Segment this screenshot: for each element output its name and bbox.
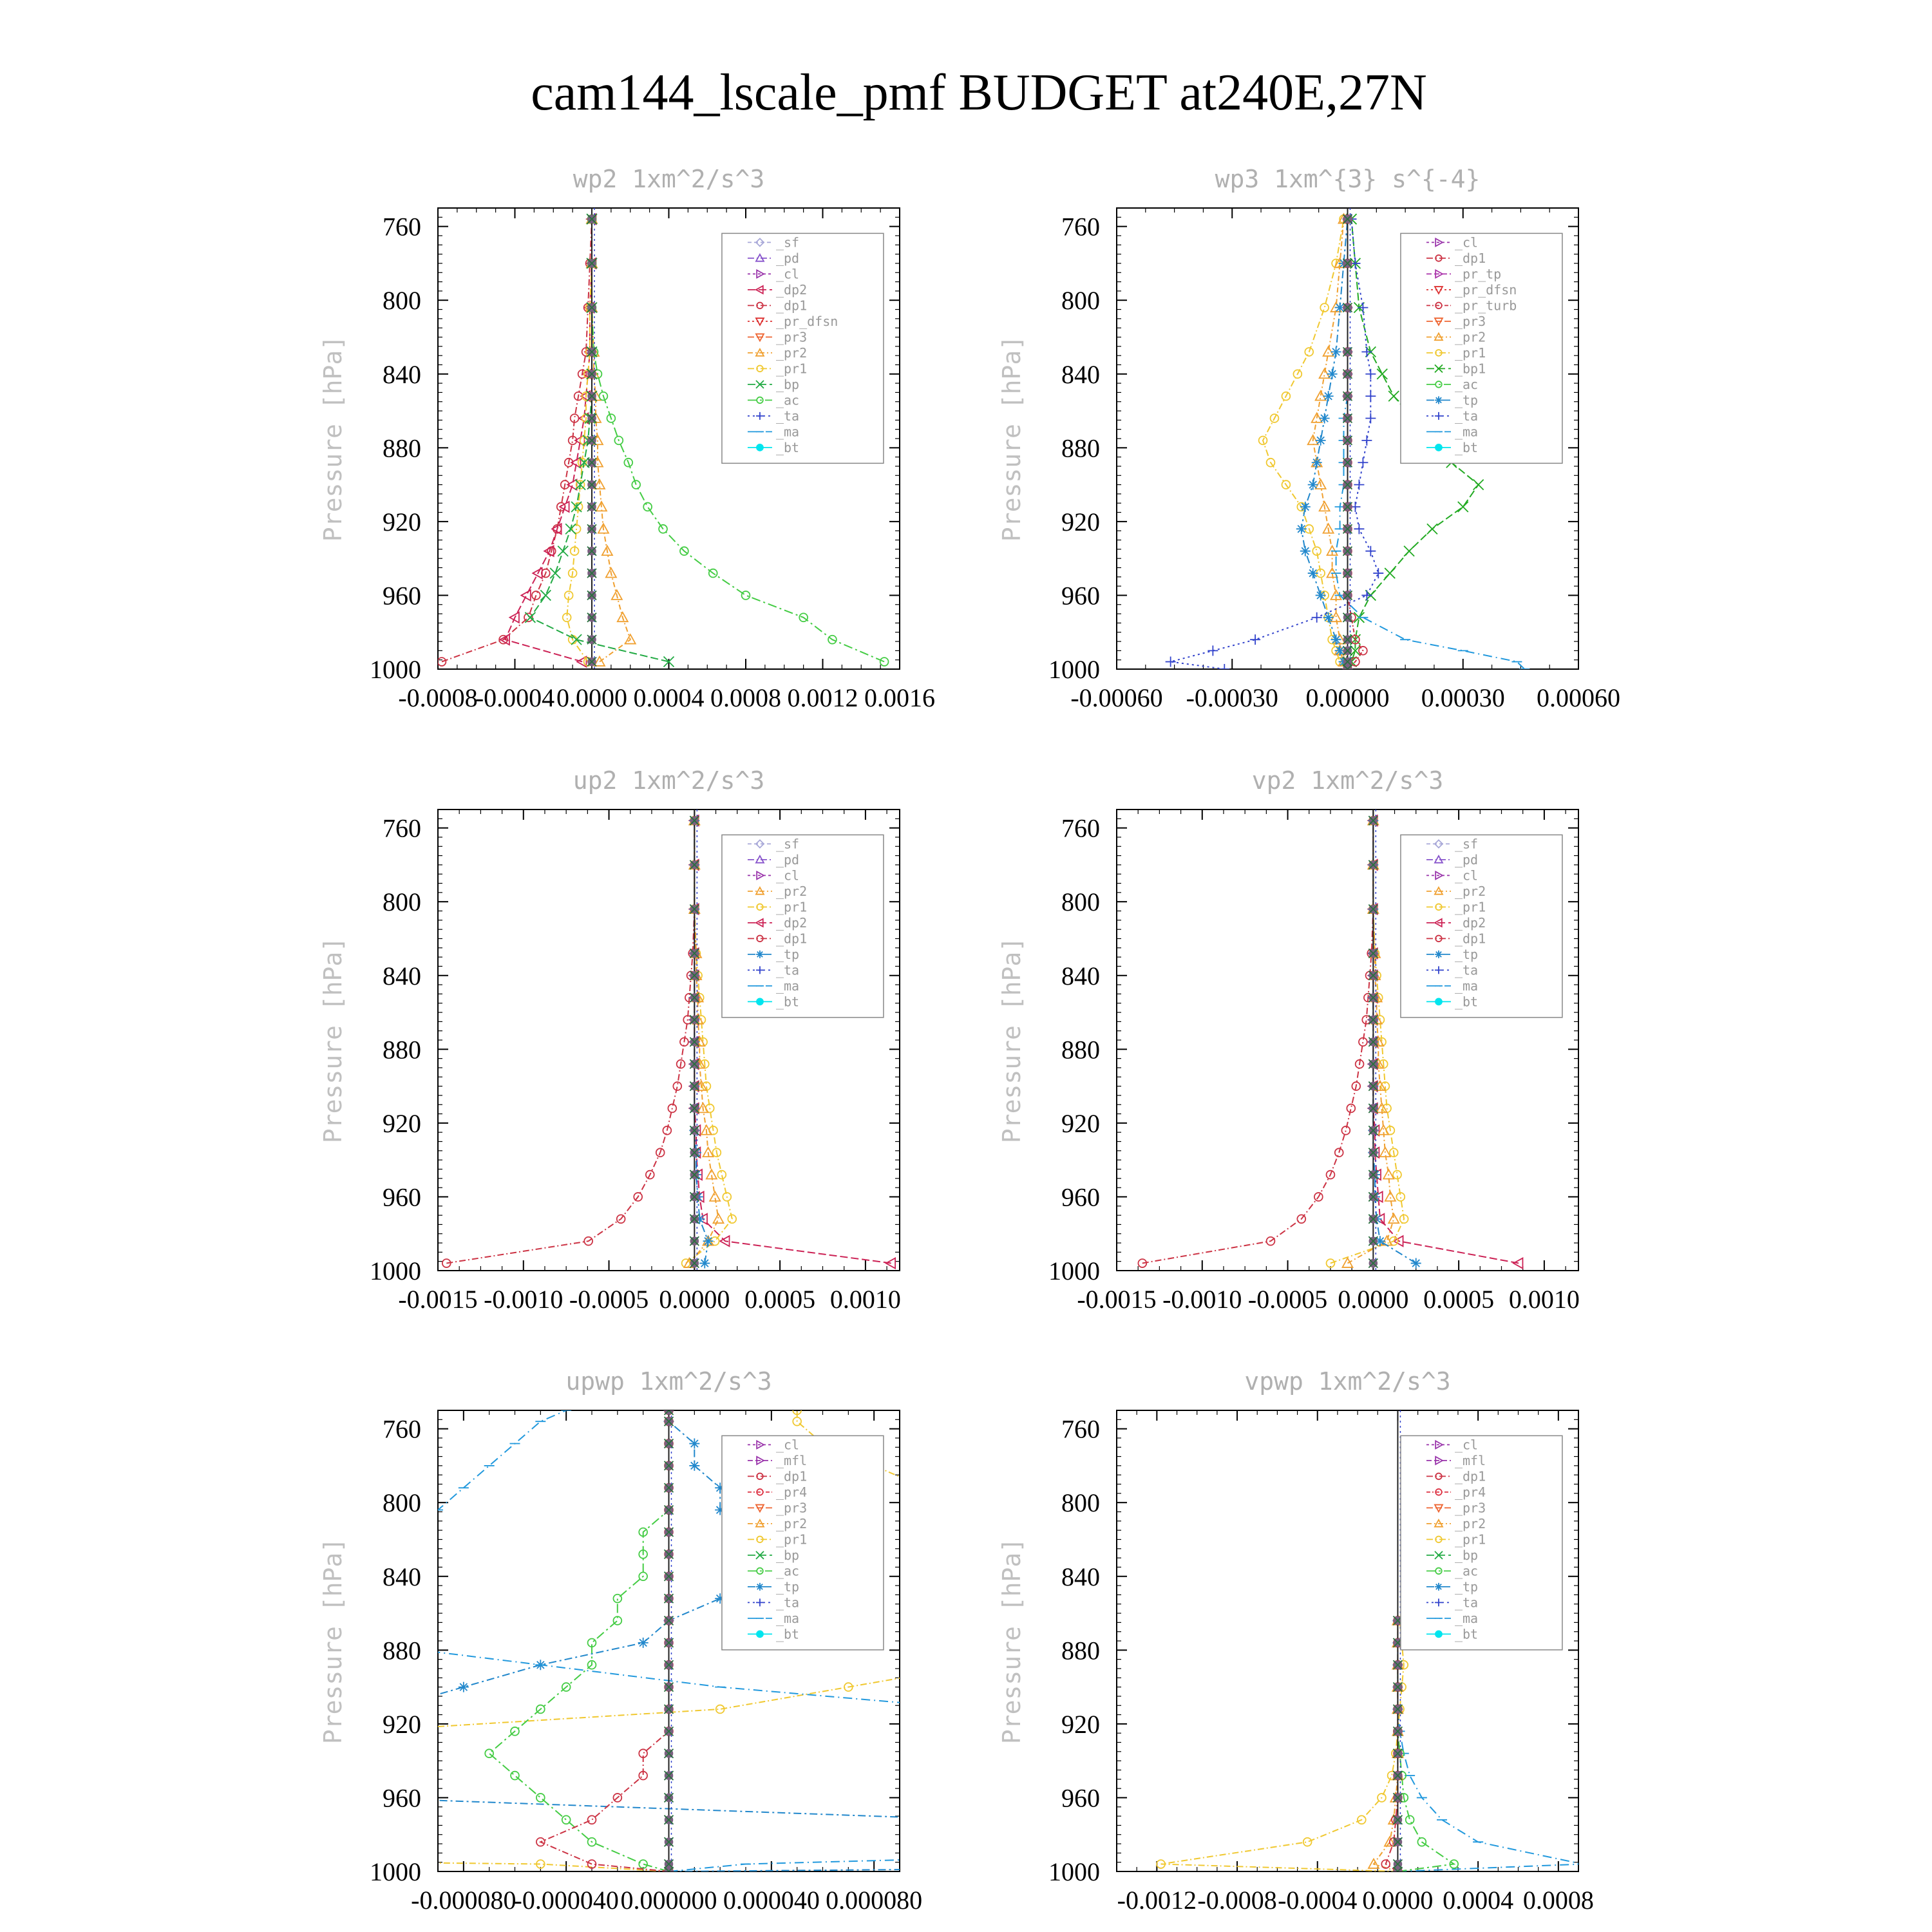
- data-point-tp: [689, 1439, 699, 1449]
- legend-label: _pr4: [1454, 1484, 1486, 1500]
- legend-label: _bp: [1454, 1547, 1479, 1563]
- data-point-tp: [972, 1815, 982, 1825]
- x-tick-label: 0.0008: [710, 683, 781, 712]
- series-line-dp2: [506, 219, 592, 661]
- data-point-tp: [1316, 435, 1326, 446]
- legend-marker: [1435, 951, 1443, 958]
- x-tick-label: -0.0005: [1247, 1285, 1328, 1314]
- data-point-pr1: [1320, 303, 1329, 312]
- legend-label: _pr_turb: [1454, 298, 1517, 314]
- legend: [722, 233, 884, 463]
- data-point-pr1: [1126, 1550, 1135, 1558]
- data-point-ac: [485, 1749, 493, 1757]
- data-point-tp: [638, 1638, 649, 1648]
- y-tick-label: 800: [383, 286, 421, 316]
- chart-panel-6: [998, 1367, 1594, 1915]
- data-point-pr1: [1024, 1528, 1032, 1537]
- y-tick-label: 920: [1061, 1108, 1100, 1138]
- legend-label: _pr1: [775, 1531, 808, 1548]
- legend-label: _ta: [775, 408, 800, 424]
- legend-label: _ac: [775, 1563, 800, 1579]
- y-tick-label: 840: [383, 1562, 421, 1591]
- legend-label: _dp2: [775, 281, 808, 298]
- legend-label: _pr_dfsn: [1454, 281, 1517, 298]
- legend-label: _ta: [775, 1595, 800, 1611]
- data-point-tp: [253, 1726, 263, 1736]
- chart-panel-4: [998, 766, 1580, 1314]
- data-point-tp: [1296, 524, 1307, 534]
- x-tick-label: -0.0015: [398, 1285, 478, 1314]
- legend-label: _ma: [775, 424, 800, 440]
- x-tick-label: 0.0010: [829, 1285, 901, 1314]
- y-tick-label: 760: [383, 212, 421, 242]
- legend-label: _cl: [1454, 234, 1479, 251]
- y-tick-label: 840: [1061, 1562, 1100, 1591]
- legend: [722, 835, 884, 1018]
- data-point-ta: [1250, 634, 1260, 645]
- legend-label: _pr_dfsn: [775, 313, 838, 329]
- legend-label: _pr_tp: [1454, 266, 1502, 282]
- legend-label: _mfl: [1454, 1452, 1486, 1468]
- x-tick-label: 0.0016: [864, 683, 935, 712]
- y-tick-label: 960: [1061, 1783, 1100, 1813]
- x-tick-label: 0.000000: [620, 1886, 717, 1915]
- y-tick-label: 840: [1061, 359, 1100, 389]
- y-tick-label: 840: [383, 359, 421, 389]
- legend-label: _bt: [1454, 1626, 1479, 1642]
- legend-label: _tp: [1454, 1578, 1479, 1595]
- y-tick-label: 1000: [1048, 1256, 1100, 1285]
- y-tick-label: 920: [1061, 507, 1100, 536]
- panel-title: wp2 1xm^2/s^3: [573, 165, 765, 193]
- data-point-ta: [1373, 568, 1383, 578]
- panels: [0, 165, 1932, 1915]
- legend-label: _tp: [1454, 946, 1479, 962]
- legend-label: _dp2: [1454, 914, 1486, 931]
- y-tick-label: 880: [383, 1636, 421, 1665]
- series-line-ac: [1397, 1621, 1454, 1872]
- y-tick-label: 800: [383, 1488, 421, 1518]
- legend-label: _pr3: [775, 329, 808, 345]
- data-point-ta: [1354, 524, 1364, 534]
- legend-label: _mfl: [775, 1452, 808, 1468]
- data-point-bp1: [1473, 480, 1484, 490]
- data-point-tp: [689, 1461, 699, 1471]
- legend-label: _bp: [775, 1547, 800, 1563]
- x-tick-label: 0.000080: [826, 1886, 923, 1915]
- series-line-bp: [530, 219, 668, 661]
- data-point-tp: [459, 1682, 469, 1692]
- chart-panel-3: [319, 766, 901, 1314]
- x-tick-label: 0.0000: [556, 683, 627, 712]
- y-tick-label: 920: [383, 1108, 421, 1138]
- legend-label: _tp: [1454, 392, 1479, 408]
- data-point-ta: [1365, 369, 1376, 379]
- legend-label: _sf: [775, 234, 800, 251]
- legend-label: _ta: [1454, 962, 1479, 978]
- legend-label: _ac: [1454, 376, 1479, 392]
- y-tick-label: 1000: [370, 1256, 421, 1285]
- data-point-tp: [1308, 480, 1318, 490]
- data-point-pr1: [357, 1727, 365, 1736]
- legend-label: _bt: [775, 1626, 800, 1642]
- legend-label: _cl: [1454, 1437, 1479, 1453]
- legend-label: _tp: [775, 946, 800, 962]
- y-tick-label: 1000: [370, 655, 421, 684]
- legend-label: _pd: [775, 851, 800, 867]
- data-point-pr1: [1303, 1838, 1312, 1846]
- data-point-ac: [613, 1595, 621, 1603]
- y-axis-label: Pressure [hPa]: [998, 936, 1026, 1144]
- data-point-bp: [540, 590, 551, 600]
- y-tick-label: 840: [1061, 961, 1100, 990]
- x-tick-label: -0.0015: [1077, 1285, 1157, 1314]
- y-axis-label: Pressure [hPa]: [319, 936, 347, 1144]
- x-tick-label: 0.0005: [744, 1285, 816, 1314]
- data-point-ta: [1219, 664, 1229, 674]
- legend-label: _pr2: [1454, 1515, 1486, 1531]
- series-line-dp1: [446, 820, 694, 1263]
- legend-marker: [1435, 998, 1443, 1005]
- data-point-ta: [1365, 413, 1376, 423]
- y-tick-label: 920: [383, 1709, 421, 1739]
- data-point-tp: [1300, 546, 1311, 556]
- data-point-bp1: [1385, 568, 1395, 578]
- chart-panel-1: [319, 165, 935, 712]
- legend-label: _bt: [775, 439, 800, 455]
- data-point-tp: [356, 1792, 366, 1803]
- series-line-pr2: [592, 219, 630, 661]
- y-tick-label: 800: [383, 887, 421, 917]
- data-point-ac: [742, 591, 750, 600]
- y-tick-label: 760: [1061, 1414, 1100, 1444]
- data-point-tp: [1411, 1258, 1421, 1269]
- legend-marker: [1435, 1631, 1443, 1638]
- y-tick-label: 760: [1061, 813, 1100, 843]
- x-tick-label: 0.0005: [1423, 1285, 1495, 1314]
- y-tick-label: 880: [1061, 433, 1100, 463]
- data-point-ac: [643, 503, 652, 511]
- legend-label: _bt: [1454, 994, 1479, 1010]
- legend-label: _tp: [775, 1578, 800, 1595]
- data-point-pr1: [921, 1484, 929, 1492]
- legend-label: _cl: [1454, 867, 1479, 884]
- data-point-tp: [1327, 369, 1338, 379]
- legend-label: _dp1: [1454, 250, 1486, 266]
- data-point-ta: [1365, 391, 1376, 401]
- data-point-pr2: [714, 1214, 724, 1223]
- x-tick-label: 0.00060: [1537, 683, 1620, 712]
- data-point-ac: [1406, 1815, 1414, 1824]
- data-point-tp: [1323, 391, 1334, 401]
- legend-label: _bt: [775, 994, 800, 1010]
- x-tick-label: 0.0000: [1338, 1285, 1409, 1314]
- y-axis-label: Pressure [hPa]: [319, 1537, 347, 1745]
- legend-label: _ma: [1454, 978, 1479, 994]
- legend-label: _pr2: [775, 345, 808, 361]
- legend-label: _pr2: [1454, 883, 1486, 899]
- data-point-ac: [562, 1815, 571, 1824]
- series-line-pr1: [1263, 219, 1348, 669]
- x-tick-label: 0.0012: [787, 683, 858, 712]
- legend-label: _sf: [775, 836, 800, 852]
- data-point-ac: [536, 1794, 545, 1802]
- legend-label: _pd: [775, 250, 800, 266]
- y-tick-label: 880: [1061, 1636, 1100, 1665]
- legend-label: _ta: [1454, 1595, 1479, 1611]
- legend-label: _dp2: [775, 914, 808, 931]
- y-tick-label: 800: [1061, 1488, 1100, 1518]
- legend-label: _pr2: [1454, 329, 1486, 345]
- y-tick-label: 840: [383, 961, 421, 990]
- series-line-dp1: [1142, 820, 1374, 1263]
- legend-label: _pr1: [775, 899, 808, 915]
- legend: [722, 1435, 884, 1650]
- legend-label: _pd: [1454, 851, 1479, 867]
- x-tick-label: -0.0010: [1162, 1285, 1242, 1314]
- panel-title: wp3 1xm^{3} s^{-4}: [1215, 165, 1481, 193]
- legend-label: _ac: [775, 392, 800, 408]
- x-tick-label: -0.000080: [411, 1886, 516, 1915]
- legend-label: _ma: [1454, 1610, 1479, 1626]
- x-tick-label: -0.00030: [1186, 683, 1278, 712]
- legend-label: _pr2: [775, 883, 808, 899]
- data-point-dp1: [588, 1815, 596, 1824]
- y-tick-label: 760: [1061, 212, 1100, 242]
- legend: [1401, 233, 1562, 463]
- legend-marker: [1435, 1583, 1443, 1591]
- legend-label: _bp: [775, 376, 800, 392]
- legend-label: _pr1: [1454, 345, 1486, 361]
- series-line-dp1: [540, 1410, 668, 1871]
- data-point-pr1: [1229, 1638, 1237, 1647]
- data-point-pr1: [947, 1506, 955, 1514]
- data-point-ac: [511, 1772, 519, 1780]
- figure-title: cam144_lscale_pmf BUDGET at240E,27N: [531, 64, 1427, 121]
- data-point-ta: [1354, 480, 1364, 490]
- chart-panel-2: [998, 165, 1620, 712]
- legend-label: _dp1: [775, 298, 808, 314]
- x-tick-label: -0.0010: [484, 1285, 564, 1314]
- data-point-ta: [1361, 346, 1372, 357]
- data-point-tp: [699, 1258, 710, 1269]
- data-point-ta: [1208, 645, 1218, 656]
- data-point-bp1: [1404, 546, 1414, 556]
- legend-label: _pr2: [775, 1515, 808, 1531]
- x-tick-label: -0.000040: [513, 1886, 619, 1915]
- x-tick-label: 0.00030: [1421, 683, 1505, 712]
- data-point-ta: [1361, 590, 1372, 600]
- data-point-bp1: [1377, 369, 1387, 379]
- data-point-tp: [703, 1236, 714, 1246]
- plot-area: [0, 1405, 1932, 1877]
- series-line-pr2: [1374, 1621, 1397, 1872]
- y-axis-label: Pressure [hPa]: [998, 335, 1026, 542]
- x-tick-label: 0.0000: [659, 1285, 730, 1314]
- data-point-pr1: [1332, 1595, 1340, 1603]
- data-point-ta: [1312, 612, 1322, 623]
- data-point-bp: [558, 546, 568, 556]
- y-tick-label: 920: [1061, 1709, 1100, 1739]
- y-tick-label: 960: [383, 581, 421, 611]
- y-tick-label: 760: [383, 813, 421, 843]
- legend-label: _cl: [775, 867, 800, 884]
- data-point-pr1: [1306, 1616, 1314, 1625]
- x-tick-label: 0.0004: [633, 683, 705, 712]
- data-point-dp2: [521, 590, 530, 600]
- x-tick-label: -0.0004: [475, 683, 555, 712]
- legend-label: _ta: [775, 962, 800, 978]
- data-point-ac: [880, 658, 889, 666]
- legend-label: _pr4: [775, 1484, 808, 1500]
- x-tick-label: -0.0004: [1278, 1886, 1358, 1915]
- legend-label: _pr1: [1454, 899, 1486, 915]
- data-point-tp: [1312, 457, 1322, 468]
- legend-label: _pr1: [1454, 1531, 1486, 1548]
- y-tick-label: 920: [383, 507, 421, 536]
- legend-label: _sf: [1454, 836, 1479, 852]
- x-tick-label: 0.00000: [1305, 683, 1390, 712]
- legend-marker: [757, 1631, 764, 1638]
- series-line-pr1: [1161, 1621, 1404, 1872]
- data-point-ta: [1365, 546, 1376, 556]
- legend-label: _ma: [1454, 424, 1479, 440]
- x-tick-label: 0.0008: [1522, 1886, 1594, 1915]
- data-point-tp: [1308, 568, 1318, 578]
- y-tick-label: 800: [1061, 286, 1100, 316]
- legend-label: _dp1: [775, 931, 808, 947]
- data-point-pr1: [972, 1661, 981, 1669]
- legend-label: _ac: [1454, 1563, 1479, 1579]
- legend-label: _dp1: [1454, 1468, 1486, 1484]
- data-point-tp: [73, 1770, 84, 1781]
- data-point-bp: [550, 568, 560, 578]
- y-tick-label: 1000: [1048, 1857, 1100, 1886]
- legend-marker: [757, 998, 764, 1005]
- y-axis-label: Pressure [hPa]: [319, 335, 347, 542]
- legend-label: _ma: [775, 978, 800, 994]
- data-point-bp1: [1388, 391, 1399, 401]
- x-tick-label: -0.0012: [1117, 1886, 1197, 1915]
- legend-label: _pr3: [1454, 313, 1486, 329]
- y-tick-label: 880: [383, 1035, 421, 1065]
- panel-title: up2 1xm^2/s^3: [573, 766, 765, 795]
- legend-marker: [1435, 444, 1443, 451]
- panel-title: vp2 1xm^2/s^3: [1251, 766, 1444, 795]
- y-tick-label: 880: [383, 433, 421, 463]
- y-tick-label: 960: [383, 1182, 421, 1212]
- x-tick-label: -0.0008: [398, 683, 478, 712]
- data-point-pr1: [1280, 1572, 1289, 1580]
- y-axis-label: Pressure [hPa]: [998, 1537, 1026, 1745]
- panel-title: vpwp 1xm^2/s^3: [1244, 1367, 1451, 1396]
- y-tick-label: 1000: [370, 1857, 421, 1886]
- x-tick-label: 0.0004: [1443, 1886, 1514, 1915]
- y-tick-label: 960: [1061, 581, 1100, 611]
- series-line-dp1: [442, 219, 592, 661]
- y-tick-label: 880: [1061, 1035, 1100, 1065]
- x-tick-label: 0.0010: [1508, 1285, 1580, 1314]
- series-line-ma: [182, 1410, 1932, 1871]
- legend-label: _cl: [775, 266, 800, 282]
- legend-marker: [756, 951, 764, 958]
- legend-label: _bt: [1454, 439, 1479, 455]
- panel-title: upwp 1xm^2/s^3: [565, 1367, 772, 1396]
- data-point-bp: [565, 524, 576, 534]
- x-tick-label: -0.0008: [1197, 1886, 1277, 1915]
- series-line-ma: [1397, 1621, 1582, 1872]
- legend-marker: [757, 444, 764, 451]
- chart-panel-5: [0, 1367, 1932, 1915]
- legend-label: _dp1: [775, 1468, 808, 1484]
- legend-marker: [756, 1583, 764, 1591]
- legend-marker: [1435, 396, 1443, 404]
- y-tick-label: 960: [1061, 1182, 1100, 1212]
- legend-label: _ma: [775, 1610, 800, 1626]
- x-tick-label: 0.0000: [1362, 1886, 1434, 1915]
- data-point-bp1: [1427, 524, 1437, 534]
- x-tick-label: 0.000040: [723, 1886, 820, 1915]
- data-point-tp: [1323, 612, 1334, 623]
- legend-label: _bp1: [1454, 361, 1486, 377]
- legend: [1401, 1435, 1562, 1650]
- data-point-dp1: [438, 658, 446, 666]
- data-point-tp: [1300, 502, 1311, 512]
- y-tick-label: 1000: [1048, 655, 1100, 684]
- x-tick-label: -0.00060: [1070, 683, 1163, 712]
- legend-label: _ta: [1454, 408, 1479, 424]
- legend-label: _dp1: [1454, 931, 1486, 947]
- data-point-dp1: [1347, 1104, 1355, 1113]
- data-point-tp: [151, 1748, 161, 1759]
- y-tick-label: 960: [383, 1783, 421, 1813]
- legend-label: _cl: [775, 1437, 800, 1453]
- y-tick-label: 800: [1061, 887, 1100, 917]
- data-point-bp1: [1458, 502, 1468, 512]
- data-point-tp: [920, 1837, 931, 1847]
- data-point-ta: [1361, 435, 1372, 446]
- legend-label: _pr3: [775, 1500, 808, 1516]
- legend-label: _pr1: [775, 361, 808, 377]
- x-tick-label: -0.0005: [569, 1285, 649, 1314]
- legend-label: _pr3: [1454, 1500, 1486, 1516]
- y-tick-label: 760: [383, 1414, 421, 1444]
- legend: [1401, 835, 1562, 1018]
- data-point-ta: [1358, 457, 1368, 468]
